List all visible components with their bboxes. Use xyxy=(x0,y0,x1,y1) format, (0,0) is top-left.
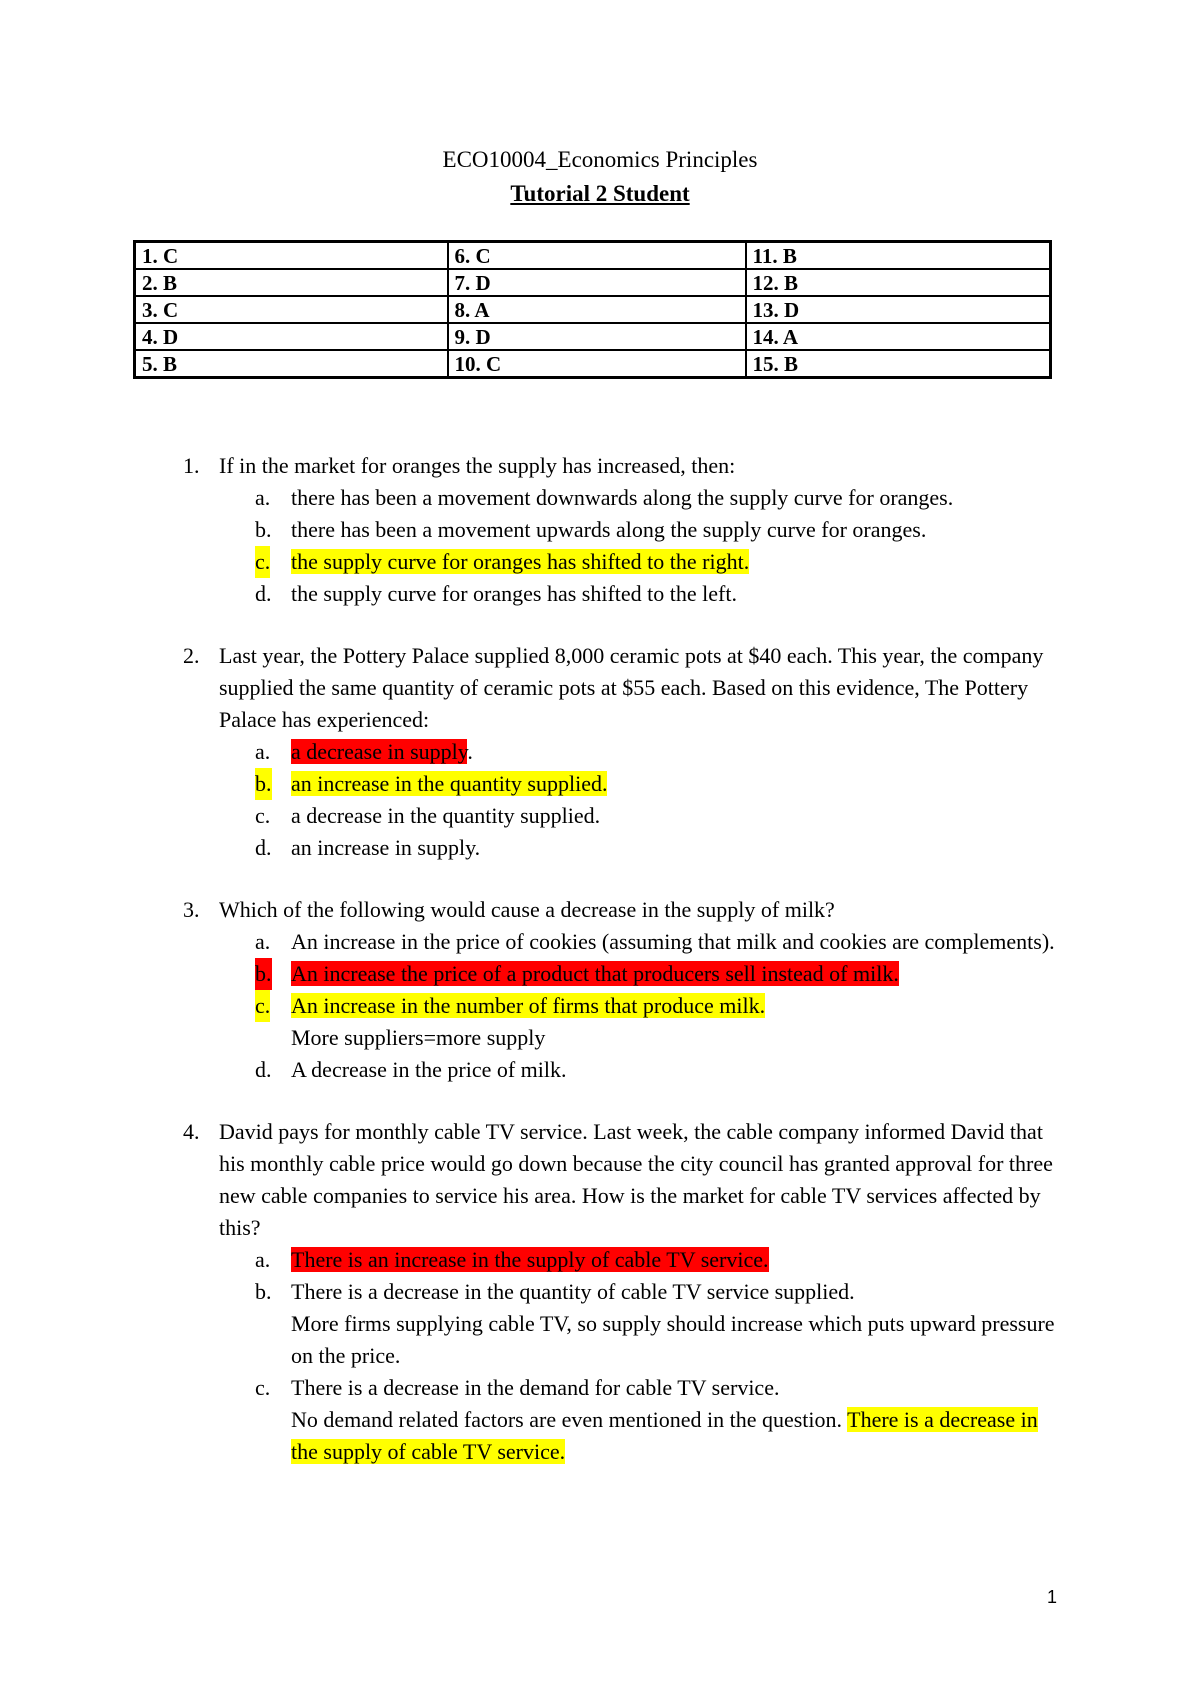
question-4 xyxy=(0,1116,1063,1468)
question-list xyxy=(0,450,1200,1498)
option-text: A decrease in the price of milk. xyxy=(291,1057,567,1082)
table-cell: 6. C xyxy=(448,242,746,270)
option-letter: c. xyxy=(255,546,270,578)
option-text-highlighted: An increase in the number of firms that produce milk. xyxy=(291,993,766,1018)
option-b xyxy=(219,514,1063,546)
option-text: an increase in supply. xyxy=(291,835,481,860)
option-text: the supply curve for oranges has shifted to the left. xyxy=(291,581,737,606)
question-number: 1. xyxy=(183,453,200,478)
option-c xyxy=(219,1372,1063,1404)
table-cell: 14. A xyxy=(746,323,1051,350)
option-letter: a. xyxy=(255,485,271,510)
page-number: 1 xyxy=(1047,1587,1058,1607)
option-b xyxy=(219,1276,1063,1308)
option-text-highlighted: the supply curve for oranges has shifted to the right. xyxy=(291,549,750,574)
option-d xyxy=(219,578,1063,610)
option-text: There is a decrease in the quantity of cable TV service supplied. xyxy=(291,1279,855,1304)
option-text-highlighted: an increase in the quantity supplied. xyxy=(291,771,608,796)
table-cell: 10. C xyxy=(448,350,746,378)
table-cell: 13. D xyxy=(746,296,1051,323)
option-text: there has been a movement upwards along the supply curve for oranges. xyxy=(291,517,927,542)
table-cell: 2. B xyxy=(135,269,448,296)
option-letter: b. xyxy=(255,958,272,990)
table-cell: 3. C xyxy=(135,296,448,323)
option-letter: a. xyxy=(255,739,271,764)
option-c xyxy=(219,800,1063,832)
answer-note-text: No demand related factors are even mentioned in the question. xyxy=(291,1407,843,1432)
table-row xyxy=(135,242,1051,270)
answer-note-highlighted: There is a decrease in the supply of cable TV service. xyxy=(291,1407,1038,1464)
answer-note: More suppliers=more supply xyxy=(291,1025,546,1050)
option-a xyxy=(219,926,1063,958)
table-cell: 11. B xyxy=(746,242,1051,270)
option-b xyxy=(219,768,1063,800)
option-c xyxy=(219,546,1063,578)
option-a xyxy=(219,1244,1063,1276)
question-1 xyxy=(0,450,1063,610)
question-number: 4. xyxy=(183,1119,200,1144)
question-number: 2. xyxy=(183,643,200,668)
option-letter: c. xyxy=(255,1375,271,1400)
option-d xyxy=(219,1054,1063,1086)
option-letter: c. xyxy=(255,990,270,1022)
document-subtitle: Tutorial 2 Student xyxy=(510,181,690,206)
option-text: There is a decrease in the demand for cable TV service. xyxy=(291,1375,780,1400)
table-cell: 7. D xyxy=(448,269,746,296)
option-text-highlighted: There is an increase in the supply of cable TV service. xyxy=(291,1247,769,1272)
table-row xyxy=(135,269,1051,296)
answer-note xyxy=(219,1404,1063,1468)
option-letter: b. xyxy=(255,517,272,542)
option-a xyxy=(219,736,1063,768)
option-text-highlighted: An increase the price of a product that producers sell instead of milk. xyxy=(291,961,899,986)
option-letter: d. xyxy=(255,1057,272,1082)
table-cell: 12. B xyxy=(746,269,1051,296)
option-c xyxy=(219,990,1063,1022)
answer-key-table xyxy=(133,240,1052,379)
option-letter: c. xyxy=(255,803,271,828)
option-d xyxy=(219,832,1063,864)
table-row xyxy=(135,323,1051,350)
table-cell: 8. A xyxy=(448,296,746,323)
table-cell: 15. B xyxy=(746,350,1051,378)
question-2 xyxy=(0,640,1063,864)
option-text: there has been a movement downwards along the supply curve for oranges. xyxy=(291,485,954,510)
option-letter: b. xyxy=(255,768,272,800)
table-row xyxy=(135,350,1051,378)
question-text: If in the market for oranges the supply has increased, then: xyxy=(219,453,736,478)
question-text: David pays for monthly cable TV service. Last week, the cable company informed David that his monthly cable price would go down because the city council has granted approval for three new cable companies to service his area. How is the market for cable TV services affected by this? xyxy=(219,1119,1053,1240)
option-trail: . xyxy=(467,739,473,764)
option-text: a decrease in the quantity supplied. xyxy=(291,803,601,828)
answer-note: More firms supplying cable TV, so supply should increase which puts upward pressure on the price. xyxy=(291,1311,1055,1368)
table-cell: 5. B xyxy=(135,350,448,378)
option-letter: a. xyxy=(255,1247,271,1272)
option-b xyxy=(219,958,1063,990)
option-letter: b. xyxy=(255,1279,272,1304)
question-number: 3. xyxy=(183,897,200,922)
option-letter: d. xyxy=(255,835,272,860)
table-cell: 9. D xyxy=(448,323,746,350)
table-cell: 4. D xyxy=(135,323,448,350)
document-title: ECO10004_Economics Principles xyxy=(442,147,758,172)
option-a xyxy=(219,482,1063,514)
question-text: Last year, the Pottery Palace supplied 8,000 ceramic pots at $40 each. This year, the company supplied the same quantity of ceramic pots at $55 each. Based on this evidence, The Pottery Palace has experienced: xyxy=(219,643,1044,732)
option-letter: d. xyxy=(255,581,272,606)
option-text: An increase in the price of cookies (assuming that milk and cookies are complements). xyxy=(291,929,1055,954)
question-text: Which of the following would cause a decrease in the supply of milk? xyxy=(219,897,835,922)
question-3 xyxy=(0,894,1063,1086)
option-text-highlighted: a decrease in supply xyxy=(291,739,468,764)
option-letter: a. xyxy=(255,929,271,954)
table-row xyxy=(135,296,1051,323)
table-cell: 1. C xyxy=(135,242,448,270)
